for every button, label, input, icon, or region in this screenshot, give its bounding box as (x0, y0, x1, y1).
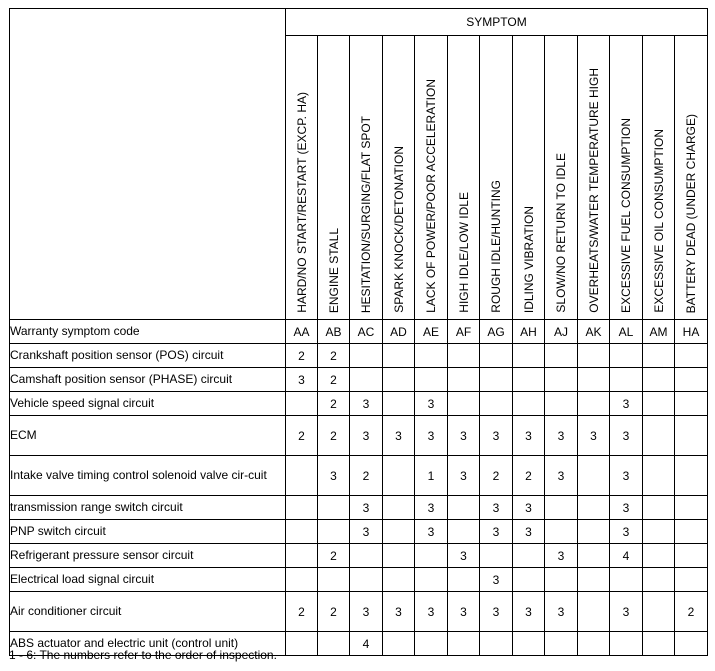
table-cell: 3 (383, 592, 415, 632)
column-header-ah: IDLING VIBRATION (513, 36, 545, 320)
table-cell (383, 456, 415, 496)
table-cell (578, 592, 610, 632)
table-cell (383, 544, 415, 568)
table-cell (545, 392, 578, 416)
table-cell (643, 544, 675, 568)
table-cell (318, 520, 350, 544)
table-cell (578, 368, 610, 392)
column-header-aj: SLOW/NO RETURN TO IDLE (545, 36, 578, 320)
table-cell: 3 (350, 392, 383, 416)
table-cell (610, 632, 643, 656)
table-cell (415, 344, 448, 368)
table-cell (675, 544, 708, 568)
table-cell (513, 568, 545, 592)
table-cell (480, 632, 513, 656)
table-cell (480, 368, 513, 392)
table-cell: 3 (480, 568, 513, 592)
table-cell (448, 392, 480, 416)
table-cell (513, 392, 545, 416)
table-cell: 3 (545, 416, 578, 456)
table-cell: 3 (415, 496, 448, 520)
table-cell: 3 (448, 456, 480, 496)
table-cell (578, 544, 610, 568)
table-cell: 3 (383, 416, 415, 456)
table-cell (286, 496, 318, 520)
table-cell: 2 (318, 344, 350, 368)
table-cell: 3 (415, 592, 448, 632)
table-cell (578, 344, 610, 368)
row-label: ABS actuator and electric unit (control unit) (10, 632, 286, 656)
table-cell (578, 632, 610, 656)
table-row (10, 320, 708, 344)
column-header-ak: OVERHEATS/WATER TEMPERATURE HIGH (578, 36, 610, 320)
column-header-ab: ENGINE STALL (318, 36, 350, 320)
table-cell (675, 520, 708, 544)
table-cell: 3 (448, 544, 480, 568)
symptom-table (9, 8, 708, 656)
table-cell (448, 520, 480, 544)
table-cell (610, 368, 643, 392)
table-cell (545, 368, 578, 392)
column-header-af: HIGH IDLE/LOW IDLE (448, 36, 480, 320)
table-cell: 1 (415, 456, 448, 496)
table-cell (643, 632, 675, 656)
table-cell (643, 568, 675, 592)
table-cell: 3 (513, 520, 545, 544)
table-cell: 3 (513, 496, 545, 520)
table-cell: 3 (610, 496, 643, 520)
table-cell: 3 (610, 520, 643, 544)
table-cell: 3 (480, 520, 513, 544)
table-row (10, 544, 708, 568)
table-cell (415, 568, 448, 592)
table-cell (350, 368, 383, 392)
table-cell (675, 496, 708, 520)
table-cell (383, 632, 415, 656)
table-cell (545, 496, 578, 520)
table-row (10, 344, 708, 368)
table-cell: AB (318, 320, 350, 344)
table-cell: 2 (513, 456, 545, 496)
table-cell (350, 344, 383, 368)
table-cell: AD (383, 320, 415, 344)
table-cell (578, 392, 610, 416)
table-cell: 2 (318, 368, 350, 392)
table-cell (383, 520, 415, 544)
table-cell (643, 392, 675, 416)
table-cell: 3 (480, 592, 513, 632)
table-cell: 3 (610, 592, 643, 632)
table-cell (286, 520, 318, 544)
table-cell: AG (480, 320, 513, 344)
symptom-header: SYMPTOM (286, 9, 708, 36)
table-cell: AC (350, 320, 383, 344)
table-cell (448, 368, 480, 392)
table-cell (383, 344, 415, 368)
table-cell (545, 568, 578, 592)
column-header-ha: BATTERY DEAD (UNDER CHARGE) (675, 36, 708, 320)
table-cell (675, 632, 708, 656)
table-cell: 3 (286, 368, 318, 392)
row-label: Crankshaft position sensor (POS) circuit (10, 344, 286, 368)
table-cell: AH (513, 320, 545, 344)
table-cell (448, 344, 480, 368)
row-label: Refrigerant pressure sensor circuit (10, 544, 286, 568)
table-cell (513, 544, 545, 568)
table-cell: AF (448, 320, 480, 344)
table-cell (643, 416, 675, 456)
table-cell (350, 544, 383, 568)
table-cell: AM (643, 320, 675, 344)
table-cell: 2 (318, 592, 350, 632)
table-cell: 3 (448, 416, 480, 456)
table-cell: 3 (350, 520, 383, 544)
table-cell: 2 (350, 456, 383, 496)
table-row (10, 568, 708, 592)
table-cell (643, 456, 675, 496)
table-cell (286, 456, 318, 496)
table-cell (675, 344, 708, 368)
table-row (10, 368, 708, 392)
table-cell (545, 520, 578, 544)
table-cell (318, 496, 350, 520)
table-cell (545, 344, 578, 368)
corner-cell (10, 9, 286, 320)
table-cell: 2 (286, 592, 318, 632)
table-cell: 2 (286, 416, 318, 456)
table-cell (578, 520, 610, 544)
table-cell: AJ (545, 320, 578, 344)
table-row (10, 456, 708, 496)
table-cell (513, 368, 545, 392)
table-row (10, 416, 708, 456)
table-cell: 3 (415, 416, 448, 456)
table-cell (448, 496, 480, 520)
row-label: Vehicle speed signal circuit (10, 392, 286, 416)
table-cell: 3 (545, 592, 578, 632)
table-cell: 2 (480, 456, 513, 496)
row-label: Electrical load signal circuit (10, 568, 286, 592)
table-cell: 3 (610, 392, 643, 416)
table-cell (383, 568, 415, 592)
table-cell (383, 368, 415, 392)
column-header-aa: HARD/NO START/RESTART (EXCP. HA) (286, 36, 318, 320)
table-cell (415, 368, 448, 392)
table-cell (286, 544, 318, 568)
table-cell (610, 344, 643, 368)
table-cell (286, 632, 318, 656)
column-header-ae: LACK OF POWER/POOR ACCELERATION (415, 36, 448, 320)
table-cell (480, 392, 513, 416)
table-cell (318, 632, 350, 656)
column-header-ad: SPARK KNOCK/DETONATION (383, 36, 415, 320)
table-cell (286, 392, 318, 416)
table-cell: 3 (610, 416, 643, 456)
table-row (10, 592, 708, 632)
table-row (10, 392, 708, 416)
table-cell (480, 344, 513, 368)
table-cell: 3 (610, 456, 643, 496)
table-cell: 4 (350, 632, 383, 656)
table-cell (415, 544, 448, 568)
table-cell (578, 496, 610, 520)
table-cell: HA (675, 320, 708, 344)
row-label: Air conditioner circuit (10, 592, 286, 632)
table-cell (513, 632, 545, 656)
table-cell (643, 496, 675, 520)
table-cell: 3 (318, 456, 350, 496)
table-cell: 2 (286, 344, 318, 368)
table-cell: 2 (318, 392, 350, 416)
table-cell (643, 592, 675, 632)
table-cell (448, 568, 480, 592)
table-cell: 3 (415, 520, 448, 544)
table-cell: 4 (610, 544, 643, 568)
table-cell (513, 344, 545, 368)
table-cell (448, 632, 480, 656)
table-cell (675, 416, 708, 456)
table-cell: 3 (513, 592, 545, 632)
table-cell: 2 (675, 592, 708, 632)
table-cell (675, 456, 708, 496)
table-cell: 3 (350, 416, 383, 456)
row-label: ECM (10, 416, 286, 456)
table-body (10, 320, 708, 656)
table-cell: 3 (448, 592, 480, 632)
table-cell: 3 (480, 416, 513, 456)
table-cell: AK (578, 320, 610, 344)
table-cell: 3 (480, 496, 513, 520)
table-cell (578, 568, 610, 592)
table-cell: 3 (350, 496, 383, 520)
row-label: transmission range switch circuit (10, 496, 286, 520)
table-cell (675, 368, 708, 392)
table-cell (675, 568, 708, 592)
table-cell (675, 392, 708, 416)
table-cell (610, 568, 643, 592)
table-cell: 3 (578, 416, 610, 456)
table-cell: 3 (350, 592, 383, 632)
table-row (10, 496, 708, 520)
table-cell (383, 496, 415, 520)
table-row (10, 520, 708, 544)
table-cell (480, 544, 513, 568)
table-cell (643, 368, 675, 392)
column-header-ag: ROUGH IDLE/HUNTING (480, 36, 513, 320)
table-cell: AE (415, 320, 448, 344)
table-cell (643, 520, 675, 544)
table-cell: 3 (415, 392, 448, 416)
row-label: Intake valve timing control solenoid valve cir-cuit (10, 456, 286, 496)
column-header-am: EXCESSIVE OIL CONSUMPTION (643, 36, 675, 320)
table-cell (415, 632, 448, 656)
table-cell: 2 (318, 544, 350, 568)
column-header-al: EXCESSIVE FUEL CONSUMPTION (610, 36, 643, 320)
column-header-ac: HESITATION/SURGING/FLAT SPOT (350, 36, 383, 320)
table-cell: 2 (318, 416, 350, 456)
table-cell (383, 392, 415, 416)
table-cell: AA (286, 320, 318, 344)
row-label: Camshaft position sensor (PHASE) circuit (10, 368, 286, 392)
table-cell (350, 568, 383, 592)
table-cell: AL (610, 320, 643, 344)
table-cell: 3 (545, 456, 578, 496)
table-cell: 3 (545, 544, 578, 568)
table-cell (286, 568, 318, 592)
table-cell (318, 568, 350, 592)
table-cell (643, 344, 675, 368)
table-cell (545, 632, 578, 656)
row-label: Warranty symptom code (10, 320, 286, 344)
table-cell (578, 456, 610, 496)
footnote: 1 - 6: The numbers refer to the order of inspection. (9, 648, 277, 662)
row-label: PNP switch circuit (10, 520, 286, 544)
table-cell: 3 (513, 416, 545, 456)
